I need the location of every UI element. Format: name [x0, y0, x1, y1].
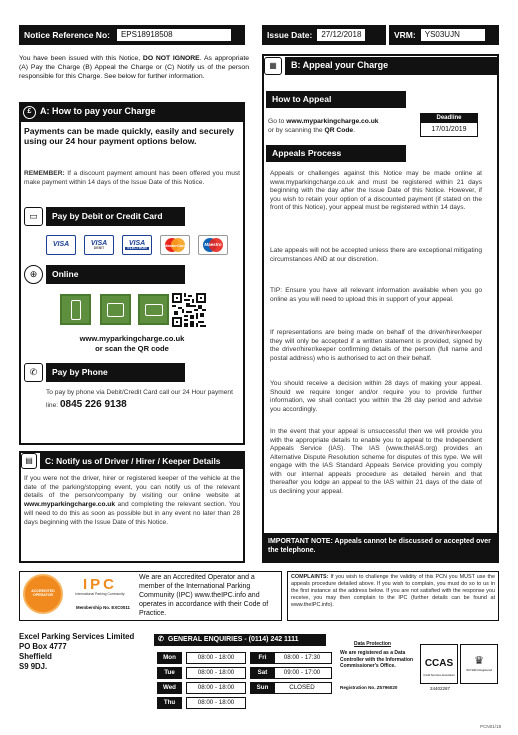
how-to-appeal-text: Go to www.myparkingcharge.co.uk or by scanning the QR Code.: [268, 118, 379, 135]
intro-p1-bold: DO NOT IGNORE: [142, 55, 200, 62]
section-a-reminder: [24, 170, 240, 187]
section-c-text-b: and completing the relevant section. You will need to do this as soon as possible but in any event no later than 28 days beginning with the Issue Date of this Notice.: [24, 501, 240, 526]
how-text-a: Go to: [268, 118, 285, 125]
hours-fri-day: Fri: [250, 652, 275, 664]
data-protection-text: We are registered as a Data Controller with the Information Commissioner's Office.: [340, 650, 414, 669]
desktop-device-icon: [138, 294, 169, 325]
driver-details-icon: ▤: [21, 453, 37, 469]
hours-mon-time: 08:00 - 18:00: [186, 652, 246, 664]
hours-sun-time: CLOSED: [272, 682, 332, 694]
how-url[interactable]: www.myparkingcharge.co.uk: [286, 118, 379, 125]
hours-thu-day: Thu: [157, 697, 182, 709]
section-a-lead: Payments can be made quickly, easily and securely using our 24 hour payment options below.: [24, 126, 235, 147]
mastercard-logo: MasterCard: [160, 235, 190, 255]
address-line-4: S9 9DJ.: [19, 662, 48, 672]
notice-reference: [19, 25, 245, 45]
section-a-header: [19, 102, 245, 122]
phone-bar: Pay by Phone: [46, 363, 185, 382]
accreditation-text: We are an Accredited Operator and a member of the International Parking Community (IPC) www.theIPC.info and operates in accordance with their Code of Practice.: [139, 574, 269, 618]
intro-p2: . As appropriate (A) Pay the Charge (B) Appeal the Charge or (C) Notify us of the person responsible for this Charge. See below for further information.: [19, 55, 250, 80]
section-c-text-a: If you were not the driver, hirer or registered keeper of the vehicle at the date of the parking/stopping event, you can notify us of the relevant details of the person/company by visiting our online website at: [24, 475, 240, 500]
general-enquiries-bar: [154, 634, 326, 646]
appeal-p5: You should receive a decision within 28 days of making your appeal. Should we require longer and/or require you to provide further information, we shall contact you within the 28 day period and advise you accordingly.: [270, 380, 482, 413]
data-protection-reg: Registration No. Z5796020: [340, 685, 398, 690]
section-c-text: [24, 475, 240, 527]
section-c-title: C: Notify us of Driver / Hirer / Keeper Details: [40, 453, 243, 469]
deadline-label: Deadline: [421, 114, 477, 123]
general-enquiries[interactable]: GENERAL ENQUIRIES - (0114) 242 1111: [167, 635, 299, 643]
form-code: PCN01/18: [480, 724, 502, 729]
section-b-header: [264, 56, 497, 76]
vrm: [389, 25, 499, 45]
hours-fri-time: 08:00 - 17:30: [272, 652, 332, 664]
hours-sat-day: Sat: [250, 667, 275, 679]
appeal-p4: If representations are being made on behalf of the driver/hirer/keeper they will only be accepted if a written statement is provided, signed by the driver/hirer/keeper confirming details of the person (full name and postal address) who is authorised to act on their behalf.: [270, 329, 482, 362]
complaints-box: [287, 571, 499, 621]
deadline-value: 17/01/2019: [431, 126, 467, 133]
ccas-logo: CCAS Credit Services Association: [420, 644, 458, 684]
issue-date: [262, 25, 386, 45]
iso-certification-logo: ♛ ISO 9001 Registered: [460, 644, 498, 684]
section-a-title: A: How to pay your Charge: [40, 106, 156, 117]
hours-thu-time: 08:00 - 18:00: [186, 697, 246, 709]
card-payment-bar: Pay by Debit or Credit Card: [46, 207, 185, 226]
data-protection-title: Data Protection: [354, 641, 391, 647]
address-line-2: PO Box 4777: [19, 642, 67, 652]
vrm-label: VRM:: [394, 29, 416, 40]
appeal-p1: Appeals or challenges against this Notice may be made online at www.myparkingcharge.co.uk and must be registered within 21 days beginning with the day after the Issue Date of this Notice. However, if you wish to retain your option of a discounted payment (if stated on the front of this Notice), your appeal must be registered within 14 days.: [270, 170, 482, 212]
issue-date-label: Issue Date:: [267, 29, 313, 40]
deadline-box: [420, 113, 478, 137]
hours-tue-time: 08:00 - 18:00: [186, 667, 246, 679]
section-c-header: [21, 453, 243, 469]
section-c-url[interactable]: www.myparkingcharge.co.uk: [24, 501, 115, 509]
hours-sun-day: Sun: [250, 682, 275, 694]
intro-text: [19, 55, 249, 81]
accredited-operator-badge: ACCREDITED OPERATOR: [23, 574, 63, 614]
reminder-text: If a discount payment amount has been offered you must make payment within 14 days of the Issue Date of this Notice.: [24, 170, 240, 186]
appeals-process-bar: Appeals Process: [266, 145, 406, 162]
online-url[interactable]: www.myparkingcharge.co.uk: [79, 334, 185, 343]
section-b-title: B: Appeal your Charge: [285, 57, 497, 75]
tablet-device-icon: [100, 294, 131, 325]
vrm-value: YS03UJN: [420, 28, 486, 42]
hours-mon-day: Mon: [157, 652, 182, 664]
phone-number[interactable]: 0845 226 9138: [59, 398, 127, 410]
address-line-1: Excel Parking Services Limited: [19, 632, 135, 641]
reminder-label: REMEMBER:: [24, 170, 65, 177]
complaints-text: If you wish to challenge the validity of this PCN you MUST use the appeals procedure detailed above. If you wish to complain, you must do so to us in the first instance at the address below. If you are not satisfied with the response you receive, you may then complain to the IPC (further details can be found at www.theIPC.info).: [291, 574, 495, 608]
notice-ref-value: EPS18918508: [116, 28, 232, 42]
phone-icon: ✆: [24, 363, 43, 382]
phone-desc: To pay by phone via Debit/Credit Card call our 24 Hour payment line:: [46, 389, 233, 409]
globe-icon: ⊕: [24, 265, 43, 284]
online-qr-text: or scan the QR code: [95, 344, 169, 353]
crown-icon: ♛: [474, 654, 484, 667]
mobile-device-icon: [60, 294, 91, 325]
qr-code-icon: [172, 293, 206, 327]
company-address: [19, 632, 134, 673]
membership-number: Membership No. EXC0011: [76, 605, 130, 610]
visa-electron-logo: VISA ELECTRON: [122, 235, 152, 255]
notice-ref-label: Notice Reference No:: [24, 29, 110, 40]
hours-sat-time: 09:00 - 17:00: [272, 667, 332, 679]
visa-card-logo: VISA: [46, 235, 76, 255]
pound-icon: £: [23, 106, 36, 119]
maestro-logo: Maestro: [198, 235, 228, 255]
how-text-b: or by scanning the: [268, 127, 323, 135]
hours-wed-time: 08:00 - 18:00: [186, 682, 246, 694]
hours-wed-day: Wed: [157, 682, 182, 694]
hours-tue-day: Tue: [157, 667, 182, 679]
ipc-logo: IPC International Parking Community: [75, 576, 125, 596]
important-note: IMPORTANT NOTE: Appeals cannot be discussed or accepted over the telephone.: [264, 533, 497, 561]
how-to-appeal-bar: How to Appeal: [266, 91, 406, 108]
appeal-tip: TIP: Ensure you have all relevant information available when you go online as you will need to upload this in support of your appeal.: [270, 287, 482, 303]
phone-icon-small: ✆: [158, 635, 164, 643]
complaints-label: COMPLAINTS:: [291, 574, 329, 580]
visa-debit-logo: VISA DEBIT: [84, 235, 114, 255]
iso-number: 24402287: [430, 686, 451, 691]
appeal-p6: In the event that your appeal is unsuccessful then we will provide you with the appropriate details to enable you to appeal to the Independent Appeals Service (IAS). The IAS (www.theIAS.org) provides an Alternative Dispute Resolution scheme for disputes of this type. We will engage with the IAS Standard Appeals Service providing you comply with our internal appeals procedure as detailed herein and that thereafter you lodge an appeal to the IAS within 21 days of the date of us declining your appeal.: [270, 428, 482, 495]
intro-p1: You have been issued with this Notice,: [19, 55, 141, 62]
phone-text: [46, 389, 238, 411]
address-line-3: Sheffield: [19, 652, 52, 662]
online-bar: Online: [46, 265, 185, 284]
how-qr: QR Code: [324, 127, 354, 135]
issue-date-value: 27/12/2018: [316, 28, 366, 42]
calendar-icon: ▦: [264, 57, 282, 75]
card-payment-icon: ▭: [24, 207, 43, 226]
appeal-p2: Late appeals will not be accepted unless there are exceptional mitigating circumstances AND at our discretion.: [270, 247, 482, 263]
